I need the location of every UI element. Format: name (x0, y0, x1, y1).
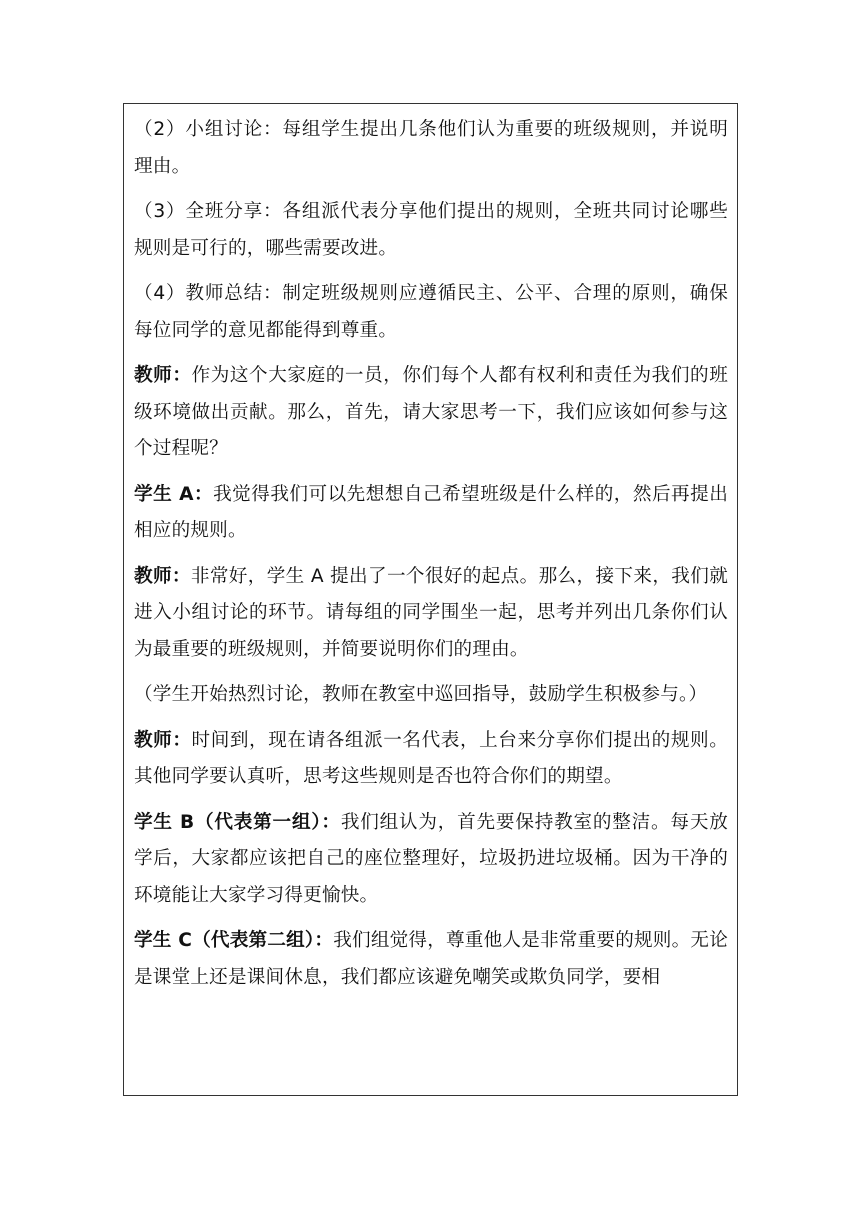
dialogue-speaker: 教师： (134, 565, 191, 587)
paragraph-text: （2）小组讨论：每组学生提出几条他们认为重要的班级规则，并说明理由。 (134, 119, 728, 177)
dialogue-speaker: 学生 C（代表第二组）： (134, 930, 334, 951)
dialogue-student-a (134, 477, 728, 550)
paragraph-text: （4）教师总结：制定班级规则应遵循民主、公平、合理的原则，确保每位同学的意见都能得到尊重。 (134, 283, 728, 341)
dialogue-text: 我们组觉得，尊重他人是非常重要的规则。无论是课堂上还是课间休息，我们都应该避免嘲笑或欺负同学，要相 (134, 930, 728, 988)
dialogue-text: 我觉得我们可以先想想自己希望班级是什么样的，然后再提出相应的规则。 (134, 483, 728, 541)
dialogue-speaker: 学生 B（代表第一组）： (134, 811, 341, 833)
dialogue-text: 非常好，学生 A 提出了一个很好的起点。那么，接下来，我们就进入小组讨论的环节。请每组的同学围坐一起，思考并列出几条你们认为最重要的班级规则，并简要说明你们的理由。 (134, 565, 728, 660)
dialogue-student-c (134, 923, 728, 996)
dialogue-speaker: 教师： (134, 729, 192, 751)
dialogue-student-b (134, 805, 728, 915)
dialogue-teacher-1 (134, 358, 728, 468)
dialogue-text: （学生开始热烈讨论，教师在教室中巡回指导，鼓励学生积极参与。） (134, 684, 708, 705)
lesson-table-cell (123, 103, 738, 1096)
paragraph-class-sharing (134, 194, 728, 267)
dialogue-teacher-3 (134, 723, 728, 796)
stage-direction (134, 677, 728, 714)
dialogue-speaker: 教师： (134, 365, 192, 386)
dialogue-text: 作为这个大家庭的一员，你们每个人都有权利和责任为我们的班级环境做出贡献。那么，首先，请大家思考一下，我们应该如何参与这个过程呢？ (134, 365, 728, 459)
paragraph-text: （3）全班分享：各组派代表分享他们提出的规则，全班共同讨论哪些规则是可行的，哪些需要改进。 (134, 201, 728, 259)
dialogue-teacher-2 (134, 559, 728, 669)
paragraph-group-discussion (134, 112, 728, 185)
dialogue-speaker: 学生 A： (134, 483, 214, 505)
dialogue-text: 时间到，现在请各组派一名代表，上台来分享你们提出的规则。其他同学要认真听，思考这些规则是否也符合你们的期望。 (134, 729, 728, 787)
dialogue-text: 我们组认为，首先要保持教室的整洁。每天放学后，大家都应该把自己的座位整理好，垃圾扔进垃圾桶。因为干净的环境能让大家学习得更愉快。 (134, 811, 728, 906)
paragraph-teacher-summary (134, 276, 728, 349)
